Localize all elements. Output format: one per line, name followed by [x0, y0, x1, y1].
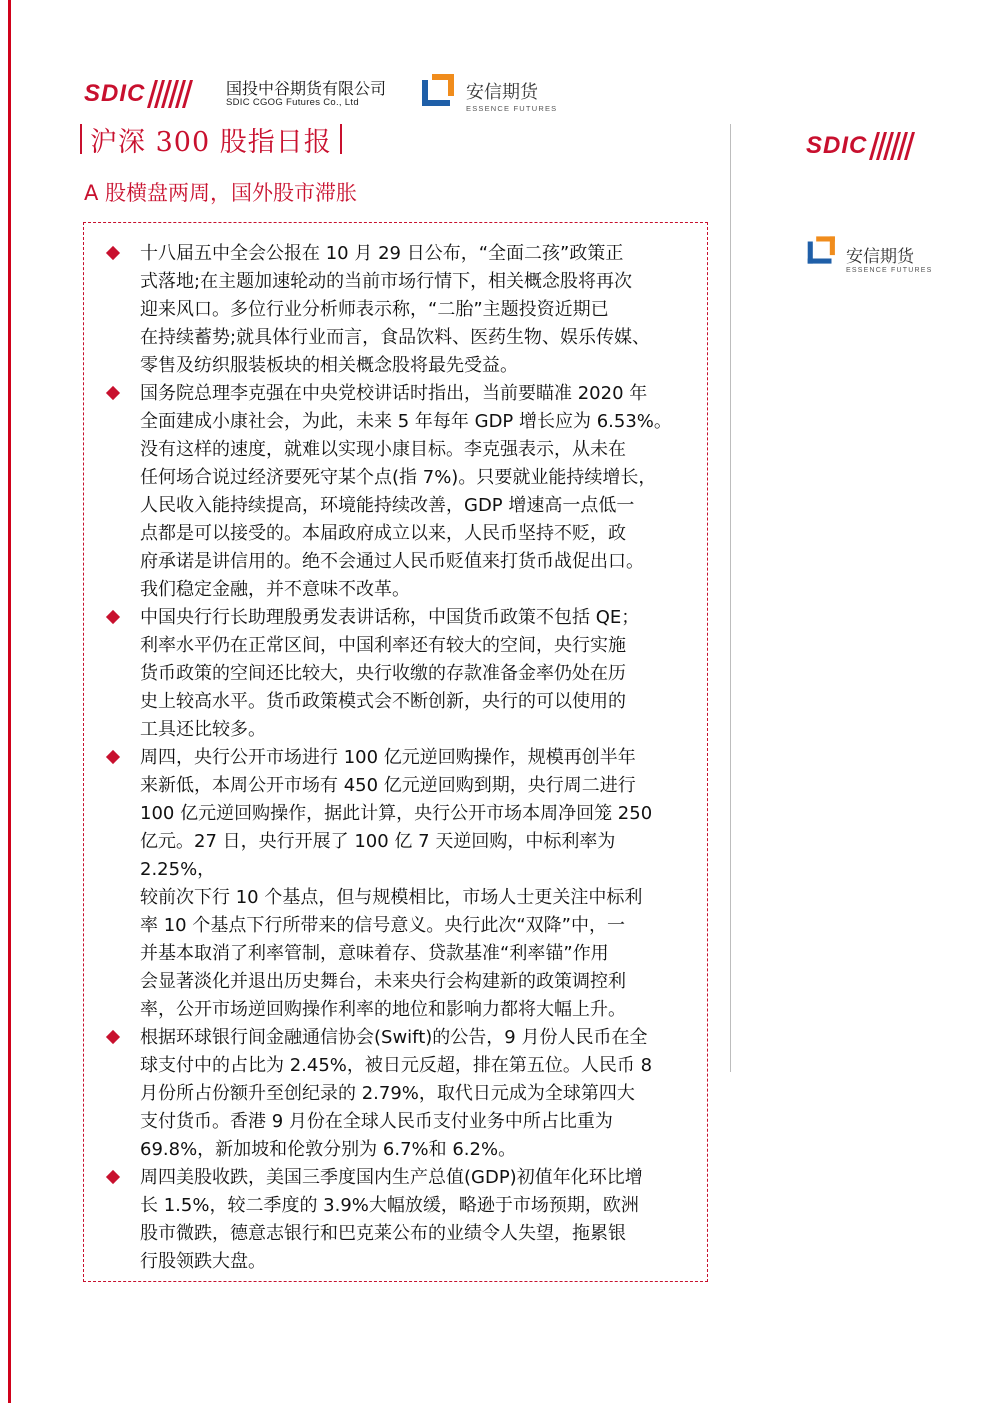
bullet-line: 十八届五中全会公报在 10 月 29 日公布，“全面二孩”政策正	[140, 243, 624, 264]
bullet-line: 支付货币。香港 9 月份在全球人民币支付业务中所占比重为	[140, 1111, 613, 1132]
bullet-line: 货币政策的空间还比较大，央行收缴的存款准备金率仍处在历	[140, 663, 626, 684]
bullet-line: 行股领跌大盘。	[140, 1251, 266, 1272]
bullet-line: 周四美股收跌，美国三季度国内生产总值(GDP)初值年化环比增	[140, 1167, 643, 1188]
sidebar-divider	[730, 124, 731, 1072]
sdic-logo-text: SDIC	[84, 80, 146, 107]
bullet-item	[140, 240, 688, 380]
title-bar-right	[340, 124, 342, 154]
bullet-line: 全面建成小康社会，为此，未来 5 年每年 GDP 增长应为 6.53%。	[140, 411, 672, 432]
bullet-line: 长 1.5%，较二季度的 3.9%大幅放缓，略逊于市场预期，欧洲	[140, 1195, 639, 1216]
report-title	[80, 122, 342, 156]
company-name-cn: 国投中谷期货有限公司	[226, 79, 387, 98]
bullet-line: 会显著淡化并退出历史舞台，未来央行会构建新的政策调控利	[140, 971, 626, 992]
bullet-line: 国务院总理李克强在中央党校讲话时指出，当前要瞄准 2020 年	[140, 383, 648, 404]
bullet-line: 率，公开市场逆回购操作利率的地位和影响力都将大幅上升。	[140, 999, 626, 1020]
bullet-line: 点都是可以接受的。本届政府成立以来，人民币坚持不贬，政	[140, 523, 626, 544]
sidebar-sdic-logo	[806, 132, 923, 160]
bullet-line: 69.8%，新加坡和伦敦分别为 6.7%和 6.2%。	[140, 1139, 517, 1160]
bullet-line: 较前次下行 10 个基点，但与规模相比，市场人士更关注中标利	[140, 887, 643, 908]
bullet-line: 股市微跌，德意志银行和巴克莱公布的业绩令人失望，拖累银	[140, 1223, 626, 1244]
essence-logo	[420, 72, 557, 113]
bullet-line: 球支付中的占比为 2.45%，被日元反超，排在第五位。人民币 8	[140, 1055, 653, 1076]
sidebar-essence-name-en: ESSENCE FUTURES	[846, 267, 933, 274]
essence-mark-icon	[420, 72, 460, 108]
bullet-line: 中国央行行长助理殷勇发表讲话称，中国货币政策不包括 QE；	[140, 607, 640, 628]
sdic-stripe-icon	[145, 80, 201, 108]
bullet-line: 府承诺是讲信用的。绝不会通过人民币贬值来打货币战促出口。	[140, 551, 644, 572]
sidebar-sdic-logo-text: SDIC	[806, 132, 868, 159]
sidebar-sdic-stripe-icon	[867, 132, 923, 160]
bullet-line: 零售及纺织服装板块的相关概念股将最先受益。	[140, 355, 518, 376]
bullet-line: 来新低，本周公开市场有 450 亿元逆回购到期，央行周二进行	[140, 775, 636, 796]
sidebar-essence-mark-icon	[806, 234, 840, 266]
bullet-line: 工具还比较多。	[140, 719, 266, 740]
bullet-line: 没有这样的速度，就难以实现小康目标。李克强表示，从未在	[140, 439, 626, 460]
page-left-rule	[8, 0, 11, 1403]
bullet-line: 式落地;在主题加速轮动的当前市场行情下，相关概念股将再次	[140, 271, 633, 292]
sdic-logo	[84, 80, 201, 108]
bullet-line: 迎来风口。多位行业分析师表示称，“二胎”主题投资近期已	[140, 299, 609, 320]
bullet-item	[140, 380, 688, 604]
bullet-line: 任何场合说过经济要死守某个点(指 7%)。只要就业能持续增长，	[140, 467, 657, 488]
bullet-item	[140, 1164, 688, 1276]
bullet-item	[140, 604, 688, 744]
essence-name-en: ESSENCE FUTURES	[466, 104, 558, 113]
bullet-line: 我们稳定金融，并不意味不改革。	[140, 579, 410, 600]
bullet-item	[140, 744, 688, 1024]
bullet-line: 在持续蓄势;就具体行业而言，食品饮料、医药生物、娱乐传媒、	[140, 327, 651, 348]
bullet-line: 100 亿元逆回购操作，据此计算，央行公开市场本周净回笼 250	[140, 803, 653, 824]
bullet-line: 亿元。27 日，央行开展了 100 亿 7 天逆回购，中标利率为 2.25%，	[140, 831, 616, 880]
bullet-line: 并基本取消了利率管制，意味着存、贷款基准“利率锚”作用	[140, 943, 609, 964]
bullet-line: 月份所占份额升至创纪录的 2.79%，取代日元成为全球第四大	[140, 1083, 635, 1104]
bullet-line: 利率水平仍在正常区间，中国利率还有较大的空间，央行实施	[140, 635, 626, 656]
bullet-line: 率 10 个基点下行所带来的信号意义。央行此次“双降”中，一	[140, 915, 625, 936]
bullet-item	[140, 1024, 688, 1164]
sidebar-essence-name-cn: 安信期货	[846, 247, 914, 267]
company-name-en: SDIC CGOG Futures Co., Ltd	[226, 97, 359, 108]
bullet-line: 周四，央行公开市场进行 100 亿元逆回购操作，规模再创半年	[140, 747, 636, 768]
bullet-line: 根据环球银行间金融通信协会(Swift)的公告，9 月份人民币在全	[140, 1027, 648, 1048]
sidebar-essence-logo	[806, 234, 932, 274]
bullet-line: 史上较高水平。货币政策模式会不断创新，央行的可以使用的	[140, 691, 626, 712]
bullet-list	[140, 240, 688, 1276]
bullet-line: 人民收入能持续提高，环境能持续改善，GDP 增速高一点低一	[140, 495, 635, 516]
headline: A 股横盘两周，国外股市滞胀	[84, 181, 358, 205]
report-title-text: 沪深 300 股指日报	[90, 126, 332, 158]
essence-name-cn: 安信期货	[466, 82, 538, 103]
